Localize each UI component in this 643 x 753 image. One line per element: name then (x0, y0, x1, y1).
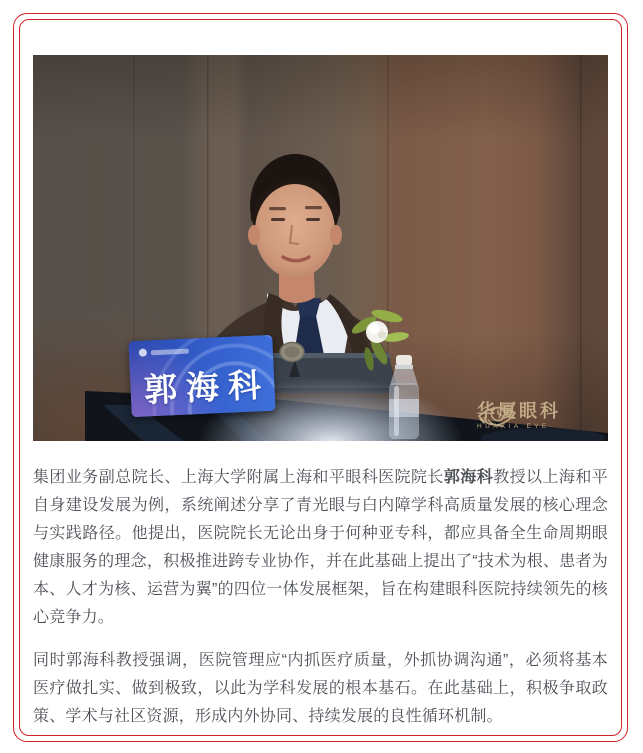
paragraph-1 (33, 464, 608, 632)
speaker-photo (33, 55, 608, 441)
paragraph-2: 同时郭海科教授强调，医院管理应“内抓医疗质量，外抓协调沟通”，必须将基本医疗做扎实、做到极致，以此为学科发展的根本基石。在此基础上，积极争取政策、学术与社区资源，形成内外协同、持续发展的良性循环机制。 (33, 652, 608, 725)
plate-logo-icon (139, 347, 189, 357)
article-body (33, 464, 608, 731)
huaxia-watermark (477, 402, 561, 430)
speaker-nameplate (128, 335, 275, 417)
paragraph-1-rest: 教授以上海和平自身建设发展为例，系统阐述分享了青光眼与白内障学科高质量发展的核心理念与实践路径。他提出，医院院长无论出身于何种亚专科，都应具备全生命周期眼健康服务的理念，积极推进跨专业协作，并在此基础上提出了“技术为根、患者为本、人才为核、运营为翼”的四位一体发展框架，旨在构建眼科医院持续领先的核心竞争力。 (33, 469, 608, 626)
speaker-name-emphasis: 郭海科 (443, 469, 494, 486)
watermark-cn-text: 华厦眼科 (477, 401, 561, 421)
watermark-en-text: HUAXIA EYE (477, 423, 550, 430)
paragraph-1-lead: 集团业务副总院长、上海大学附属上海和平眼科医院院长 (33, 469, 444, 486)
huaxia-eye-icon (477, 402, 517, 430)
photo-scene (33, 55, 608, 441)
nameplate-text: 郭海科 (143, 365, 271, 409)
